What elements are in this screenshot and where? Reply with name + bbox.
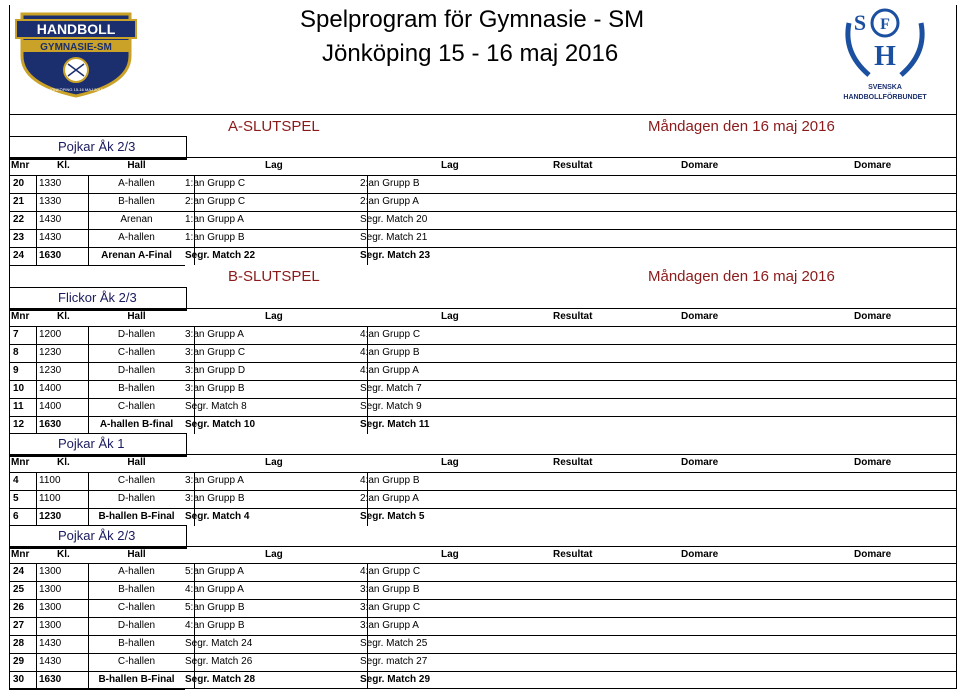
team-one: 3:an Grupp D [185, 365, 246, 376]
cell-divider [36, 672, 37, 689]
column-header: Hall [127, 311, 146, 322]
team-one: 3:an Grupp A [185, 329, 244, 340]
match-hall: C-hallen [117, 475, 156, 486]
cell-divider [36, 491, 37, 508]
table-row [9, 563, 956, 581]
column-header: Kl. [57, 160, 70, 171]
column-header: Domare [854, 160, 892, 171]
team-two: Segr. Match 21 [360, 232, 428, 243]
match-number: 28 [13, 638, 25, 649]
svg-text:GYMNASIE-SM: GYMNASIE-SM [40, 42, 112, 53]
table-row [9, 175, 956, 193]
team-one: 1:an Grupp A [185, 214, 244, 225]
column-header: Mnr [11, 311, 30, 322]
match-time: 1400 [39, 383, 62, 394]
table-row [9, 398, 956, 416]
match-number: 29 [13, 656, 25, 667]
team-one: 3:an Grupp B [185, 383, 245, 394]
match-time: 1230 [39, 347, 62, 358]
cell-divider [36, 509, 37, 526]
group-label-text: Pojkar Åk 1 [58, 436, 125, 451]
cell-divider [36, 230, 37, 247]
section-title: B-SLUTSPEL [228, 268, 320, 285]
cell-divider [36, 473, 37, 490]
match-time: 1400 [39, 401, 62, 412]
cell-divider [36, 363, 37, 380]
team-one: Segr. Match 26 [185, 656, 253, 667]
team-two: 4:an Grupp A [360, 365, 419, 376]
match-number: 23 [13, 232, 25, 243]
team-one: Segr. Match 4 [185, 511, 250, 522]
team-two: Segr. Match 20 [360, 214, 428, 225]
match-time: 1430 [39, 214, 62, 225]
team-two: 2:an Grupp B [360, 178, 420, 189]
column-header: Resultat [553, 457, 593, 468]
match-time: 1300 [39, 620, 62, 631]
match-hall: C-hallen [117, 602, 156, 613]
match-hall: B-hallen [118, 584, 155, 595]
match-time: 1100 [39, 475, 61, 486]
cell-divider [36, 248, 37, 265]
team-one: Segr. Match 8 [185, 401, 247, 412]
svg-text:SVENSKA: SVENSKA [868, 84, 902, 91]
group-label-text: Flickor Åk 2/3 [58, 290, 137, 305]
table-row [9, 247, 956, 265]
svg-text:H: H [874, 41, 896, 72]
match-number: 7 [13, 329, 19, 340]
team-two: Segr. Match 7 [360, 383, 422, 394]
match-hall: B-hallen [118, 383, 155, 394]
match-number: 24 [13, 566, 25, 577]
match-number: 27 [13, 620, 25, 631]
svenska-handbollforbundet-logo [839, 3, 931, 103]
table-row [9, 416, 956, 434]
group-label-text: Pojkar Åk 2/3 [58, 139, 136, 154]
cell-divider [36, 194, 37, 211]
table-row [9, 229, 956, 247]
table-row [9, 326, 956, 344]
table-row [9, 653, 956, 671]
column-header: Hall [127, 457, 146, 468]
match-time: 1230 [39, 511, 62, 522]
team-two: 3:an Grupp B [360, 584, 420, 595]
match-time: 1300 [39, 602, 62, 613]
section-date: Måndagen den 16 maj 2016 [648, 268, 835, 285]
team-one: Segr. Match 22 [185, 250, 256, 261]
match-number: 5 [13, 493, 19, 504]
table-header-row [9, 308, 956, 326]
column-header: Lag [441, 160, 459, 171]
team-two: 4:an Grupp B [360, 347, 420, 358]
column-header: Mnr [11, 457, 30, 468]
column-header: Mnr [11, 549, 30, 560]
svg-text:HANDBOLL: HANDBOLL [36, 21, 116, 37]
match-number: 11 [13, 401, 24, 412]
cell-divider [36, 636, 37, 653]
team-two: 3:an Grupp A [360, 620, 419, 631]
match-number: 20 [13, 178, 25, 189]
match-hall: B-hallen [118, 638, 155, 649]
column-header: Resultat [553, 549, 593, 560]
match-hall: B-hallen B-Final [98, 674, 175, 685]
table-header-row [9, 157, 956, 175]
column-header: Domare [681, 457, 719, 468]
team-one: 5:an Grupp A [185, 566, 244, 577]
column-header: Domare [681, 549, 719, 560]
team-two: Segr. Match 11 [360, 419, 430, 430]
match-time: 1330 [39, 196, 62, 207]
table-row [9, 193, 956, 211]
table-row [9, 490, 956, 508]
team-two: Segr. Match 25 [360, 638, 428, 649]
column-header: Lag [441, 457, 459, 468]
match-number: 25 [13, 584, 25, 595]
svg-text:JÖNKÖPING 15-16 MAJ 2016: JÖNKÖPING 15-16 MAJ 2016 [48, 87, 104, 92]
column-header: Hall [127, 160, 146, 171]
column-header: Hall [127, 549, 146, 560]
match-hall: Arenan [120, 214, 153, 225]
table-row [9, 635, 956, 653]
match-number: 26 [13, 602, 25, 613]
team-two: Segr. match 27 [360, 656, 428, 667]
table-header-row [9, 546, 956, 564]
match-number: 9 [13, 365, 19, 376]
table-row [9, 617, 956, 635]
table-row [9, 344, 956, 362]
table-row [9, 472, 956, 490]
team-two: Segr. Match 5 [360, 511, 425, 522]
column-header: Lag [265, 160, 283, 171]
match-hall: B-hallen B-Final [98, 511, 175, 522]
group-label-text: Pojkar Åk 2/3 [58, 528, 136, 543]
match-hall: C-hallen [117, 347, 156, 358]
match-number: 8 [13, 347, 19, 358]
match-time: 1430 [39, 232, 62, 243]
cell-divider [36, 582, 37, 599]
cell-divider [36, 399, 37, 416]
cell-divider [36, 381, 37, 398]
cell-divider [36, 345, 37, 362]
team-two: Segr. Match 29 [360, 674, 431, 685]
match-hall: D-hallen [117, 493, 156, 504]
team-two: Segr. Match 9 [360, 401, 422, 412]
cell-divider [36, 176, 37, 193]
column-header: Domare [854, 311, 892, 322]
match-hall: C-hallen [117, 656, 156, 667]
match-number: 6 [13, 511, 19, 522]
column-header: Lag [265, 549, 283, 560]
match-time: 1430 [39, 656, 62, 667]
match-hall: C-hallen [117, 401, 156, 412]
team-one: Segr. Match 24 [185, 638, 253, 649]
table-row [9, 211, 956, 229]
match-time: 1100 [39, 493, 61, 504]
cell-divider [36, 654, 37, 671]
team-two: 2:an Grupp A [360, 493, 419, 504]
match-number: 10 [13, 383, 25, 394]
match-hall: D-hallen [117, 329, 156, 340]
match-number: 21 [13, 196, 25, 207]
table-row [9, 380, 956, 398]
table-row [9, 599, 956, 617]
match-hall: D-hallen [117, 620, 156, 631]
column-header: Lag [265, 457, 283, 468]
team-two: 4:an Grupp C [360, 566, 421, 577]
cell-divider [36, 564, 37, 581]
match-hall: A-hallen [118, 566, 155, 577]
table-bottom-line [9, 265, 185, 266]
match-time: 1630 [39, 674, 62, 685]
match-hall: D-hallen [117, 365, 156, 376]
cell-divider [36, 618, 37, 635]
match-hall: A-hallen [118, 232, 155, 243]
table-row [9, 671, 956, 689]
cell-divider [36, 417, 37, 434]
table-bottom-line [9, 689, 185, 690]
match-time: 1630 [39, 419, 62, 430]
match-hall: A-hallen [118, 178, 155, 189]
table-row [9, 362, 956, 380]
svg-text:F: F [880, 16, 890, 33]
table-header-row [9, 454, 956, 472]
column-header: Lag [441, 311, 459, 322]
table-row [9, 508, 956, 526]
match-number: 22 [13, 214, 25, 225]
match-time: 1300 [39, 584, 62, 595]
team-two: Segr. Match 23 [360, 250, 431, 261]
team-one: 1:an Grupp C [185, 178, 246, 189]
column-header: Kl. [57, 311, 70, 322]
team-one: 3:an Grupp B [185, 493, 245, 504]
column-header: Domare [681, 160, 719, 171]
cell-divider [36, 600, 37, 617]
section-title: A-SLUTSPEL [228, 118, 320, 135]
match-hall: B-hallen [118, 196, 155, 207]
team-one: 4:an Grupp B [185, 620, 245, 631]
svg-text:S: S [853, 10, 867, 35]
team-one: 1:an Grupp B [185, 232, 245, 243]
team-one: 3:an Grupp A [185, 475, 244, 486]
column-header: Kl. [57, 549, 70, 560]
cell-divider [36, 327, 37, 344]
match-number: 30 [13, 674, 25, 685]
column-header: Domare [854, 457, 892, 468]
handboll-gymnasie-sm-logo [14, 10, 138, 98]
match-time: 1300 [39, 566, 62, 577]
column-header: Resultat [553, 160, 593, 171]
table-row [9, 581, 956, 599]
match-hall: A-hallen B-final [99, 419, 174, 430]
team-one: 4:an Grupp A [185, 584, 244, 595]
column-header: Kl. [57, 457, 70, 468]
match-number: 12 [13, 419, 25, 430]
match-time: 1430 [39, 638, 62, 649]
team-two: 2:an Grupp A [360, 196, 419, 207]
column-header: Lag [441, 549, 459, 560]
team-two: 3:an Grupp C [360, 602, 421, 613]
match-hall: Arenan A-Final [101, 250, 172, 261]
match-time: 1230 [39, 365, 62, 376]
team-one: 2:an Grupp C [185, 196, 246, 207]
team-two: 4:an Grupp B [360, 475, 420, 486]
team-one: Segr. Match 28 [185, 674, 256, 685]
column-header: Resultat [553, 311, 593, 322]
page-title: Spelprogram för Gymnasie - SM [300, 6, 645, 33]
column-header: Domare [681, 311, 719, 322]
team-one: 5:an Grupp B [185, 602, 245, 613]
match-number: 4 [13, 475, 19, 486]
match-time: 1200 [39, 329, 62, 340]
column-header: Lag [265, 311, 283, 322]
svg-text:HANDBOLLFÖRBUNDET: HANDBOLLFÖRBUNDET [843, 94, 927, 101]
team-one: Segr. Match 10 [185, 419, 256, 430]
team-one: 3:an Grupp C [185, 347, 246, 358]
column-header: Domare [854, 549, 892, 560]
page-subtitle: Jönköping 15 - 16 maj 2016 [322, 40, 619, 67]
cell-divider [36, 212, 37, 229]
match-number: 24 [13, 250, 25, 261]
section-date: Måndagen den 16 maj 2016 [648, 118, 835, 135]
header-divider [9, 114, 956, 115]
match-time: 1630 [39, 250, 62, 261]
match-time: 1330 [39, 178, 62, 189]
team-two: 4:an Grupp C [360, 329, 421, 340]
column-header: Mnr [11, 160, 30, 171]
